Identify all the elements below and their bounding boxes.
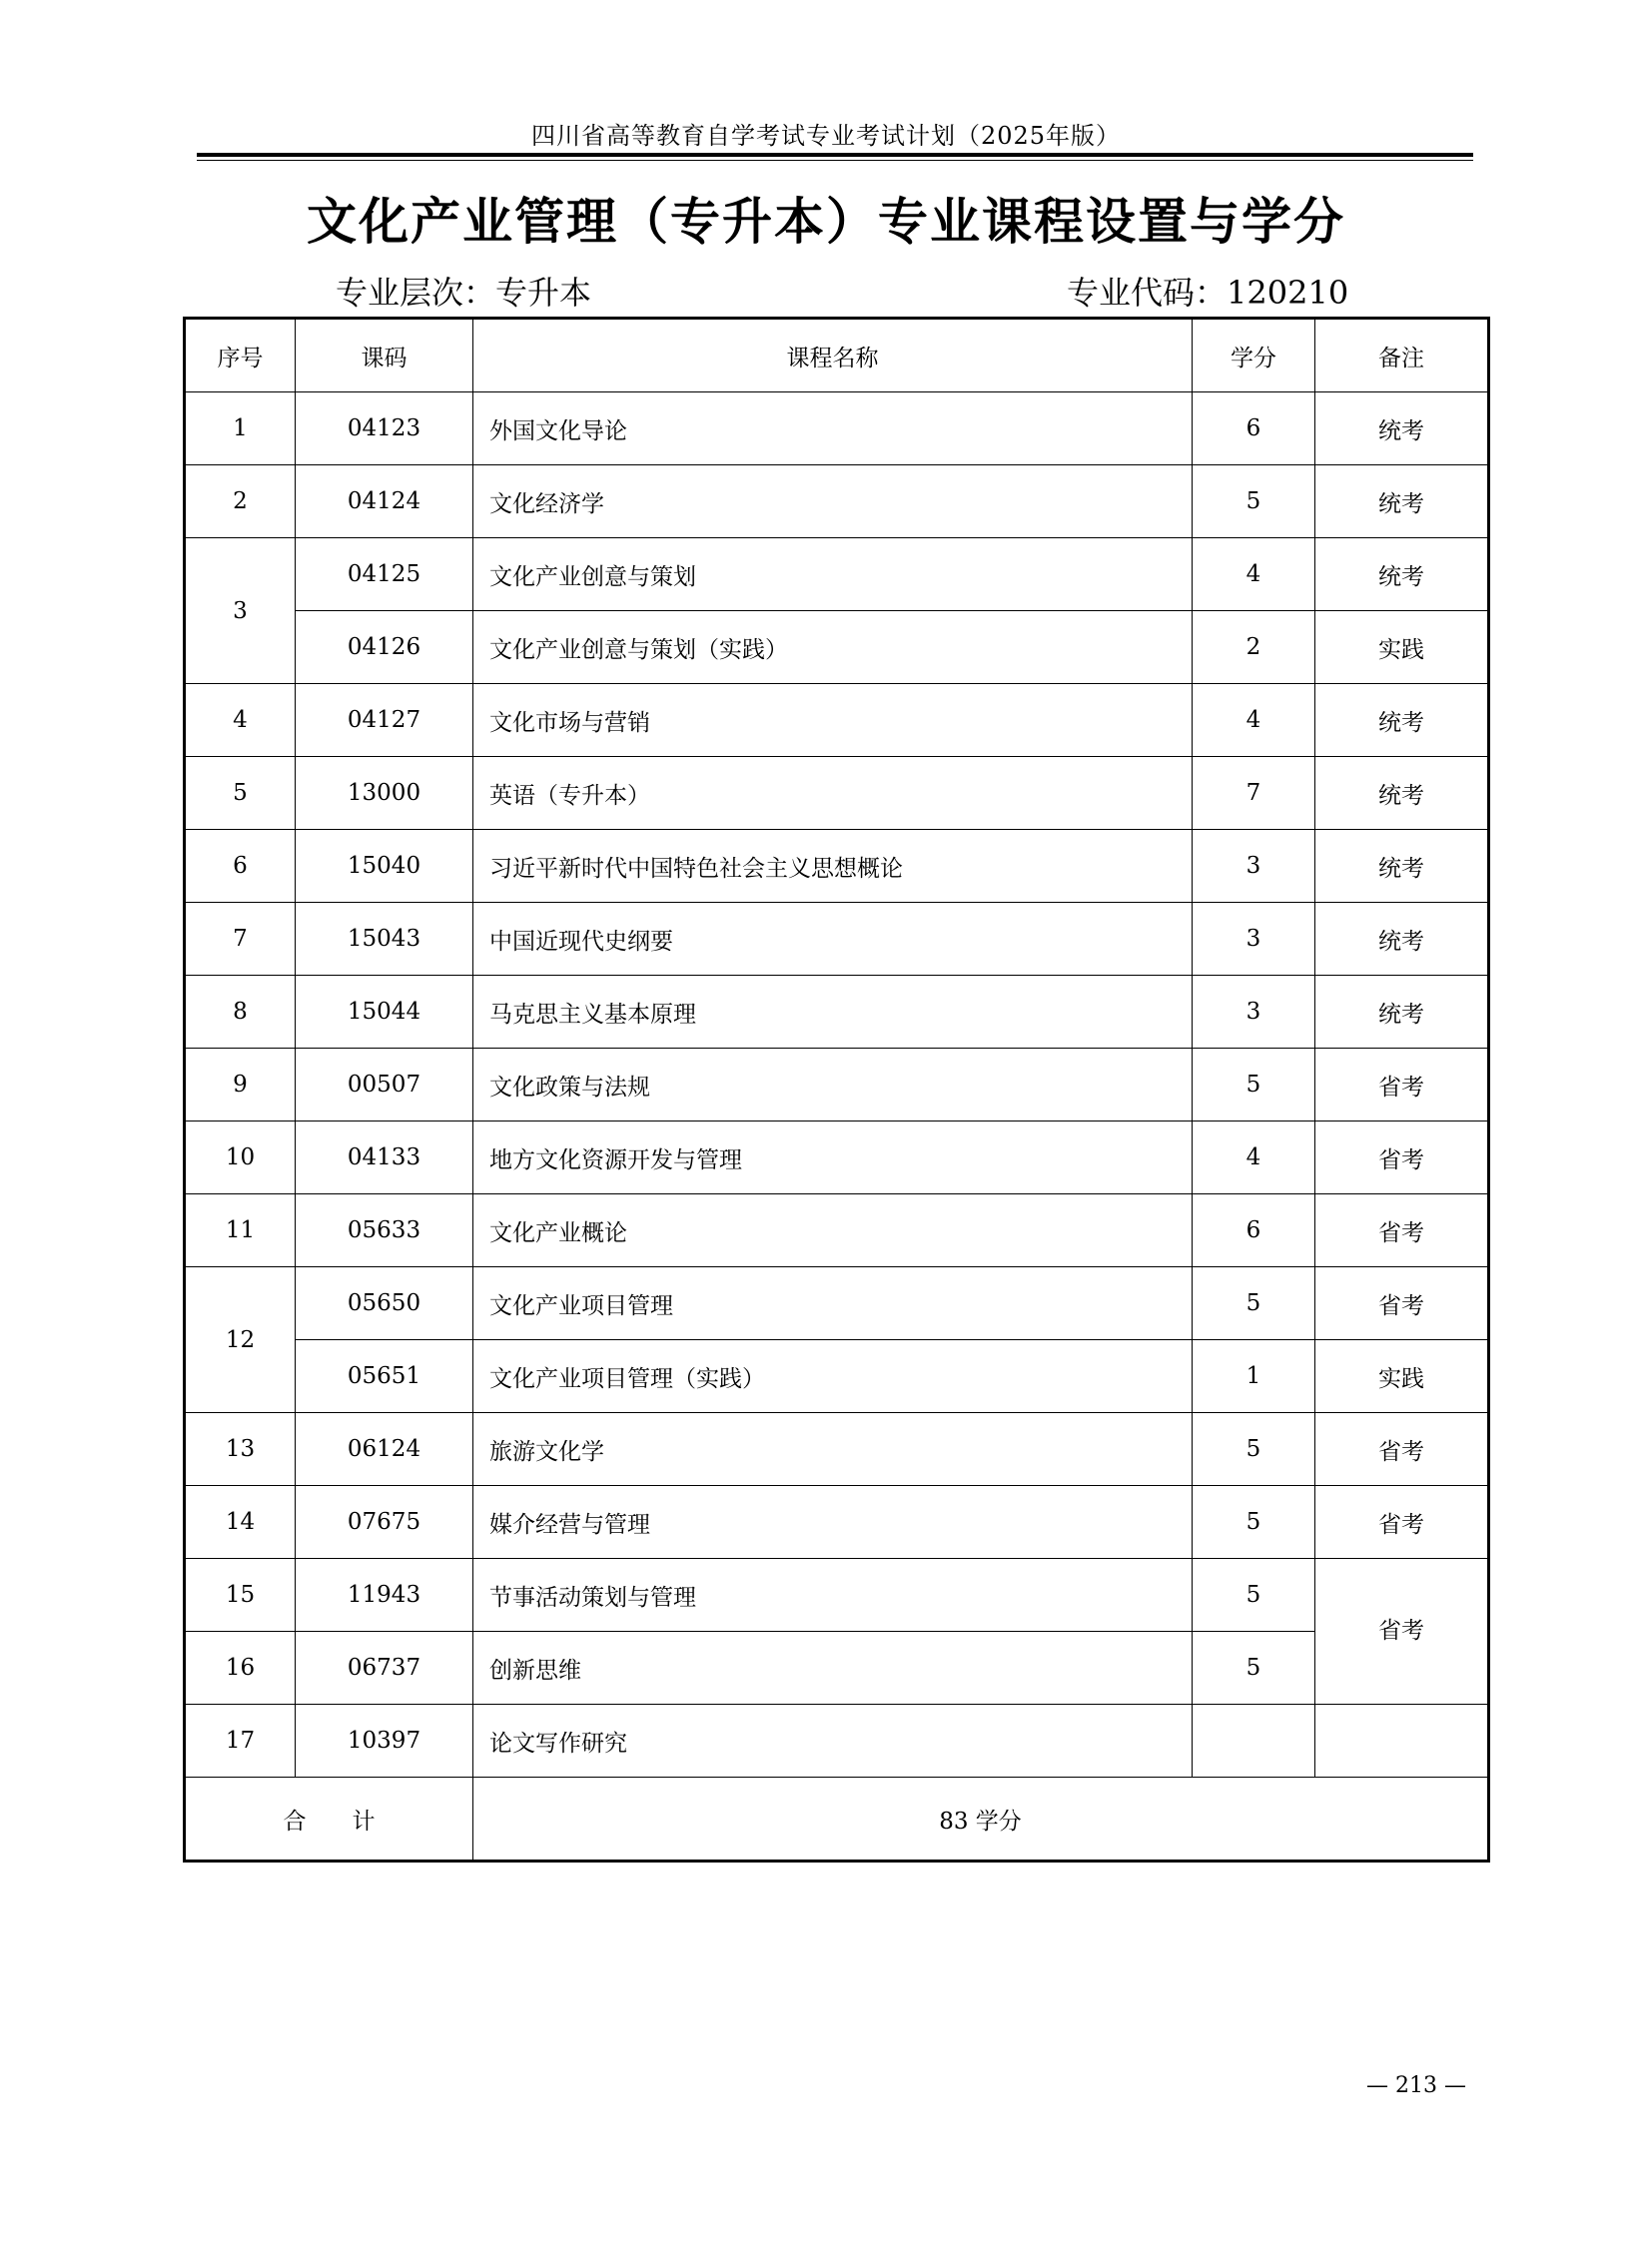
cell-name: 外国文化导论	[473, 392, 1193, 465]
table-row	[185, 757, 1489, 830]
major-code	[1067, 268, 1348, 314]
table-header-row	[185, 319, 1489, 392]
cell-remark: 统考	[1315, 830, 1489, 903]
cell-code: 07675	[296, 1486, 473, 1559]
cell-name: 文化政策与法规	[473, 1049, 1193, 1121]
table-row	[185, 903, 1489, 976]
cell-credit: 5	[1193, 1413, 1315, 1486]
cell-seq: 9	[185, 1049, 296, 1121]
cell-seq: 10	[185, 1121, 296, 1194]
cell-name: 文化产业项目管理	[473, 1267, 1193, 1340]
cell-credit: 7	[1193, 757, 1315, 830]
cell-credit: 5	[1193, 1049, 1315, 1121]
cell-remark: 统考	[1315, 757, 1489, 830]
major-code-value: 120210	[1227, 274, 1349, 312]
cell-remark: 省考	[1315, 1049, 1489, 1121]
cell-credit: 5	[1193, 1559, 1315, 1632]
cell-code: 11943	[296, 1559, 473, 1632]
cell-code: 15044	[296, 976, 473, 1049]
cell-name: 论文写作研究	[473, 1705, 1193, 1778]
cell-credit: 2	[1193, 611, 1315, 684]
cell-name: 文化产业项目管理（实践）	[473, 1340, 1193, 1413]
table-row	[185, 1049, 1489, 1121]
cell-name: 节事活动策划与管理	[473, 1559, 1193, 1632]
cell-code: 15043	[296, 903, 473, 976]
cell-remark: 统考	[1315, 976, 1489, 1049]
header-rule-thick	[197, 153, 1473, 157]
cell-remark: 统考	[1315, 538, 1489, 611]
total-label: 合 计	[185, 1778, 473, 1862]
cell-seq: 8	[185, 976, 296, 1049]
cell-remark: 省考	[1315, 1121, 1489, 1194]
major-level	[336, 268, 591, 314]
cell-code: 05633	[296, 1194, 473, 1267]
cell-seq: 15	[185, 1559, 296, 1632]
cell-code: 04127	[296, 684, 473, 757]
cell-name: 创新思维	[473, 1632, 1193, 1705]
cell-code: 15040	[296, 830, 473, 903]
cell-credit: 4	[1193, 684, 1315, 757]
major-level-separator: ：	[463, 274, 496, 312]
cell-name: 文化经济学	[473, 465, 1193, 538]
cell-remark: 实践	[1315, 1340, 1489, 1413]
table-row	[185, 1559, 1489, 1632]
cell-code: 04123	[296, 392, 473, 465]
cell-remark: 实践	[1315, 611, 1489, 684]
total-value: 83 学分	[473, 1778, 1489, 1862]
cell-remark: 省考	[1315, 1559, 1489, 1705]
cell-seq: 6	[185, 830, 296, 903]
table-row	[185, 1267, 1489, 1340]
cell-remark: 省考	[1315, 1486, 1489, 1559]
cell-code: 13000	[296, 757, 473, 830]
cell-credit: 6	[1193, 1194, 1315, 1267]
cell-name: 习近平新时代中国特色社会主义思想概论	[473, 830, 1193, 903]
cell-name: 文化产业概论	[473, 1194, 1193, 1267]
cell-code: 10397	[296, 1705, 473, 1778]
cell-name: 旅游文化学	[473, 1413, 1193, 1486]
course-table	[183, 317, 1490, 1863]
table-row	[185, 1705, 1489, 1778]
header-name: 课程名称	[473, 319, 1193, 392]
cell-seq: 16	[185, 1632, 296, 1705]
cell-code: 00507	[296, 1049, 473, 1121]
cell-code: 04125	[296, 538, 473, 611]
cell-seq: 1	[185, 392, 296, 465]
cell-seq: 2	[185, 465, 296, 538]
cell-credit: 1	[1193, 1340, 1315, 1413]
cell-name: 中国近现代史纲要	[473, 903, 1193, 976]
table-row	[185, 392, 1489, 465]
cell-remark: 省考	[1315, 1413, 1489, 1486]
cell-seq: 14	[185, 1486, 296, 1559]
cell-credit: 3	[1193, 830, 1315, 903]
cell-name: 媒介经营与管理	[473, 1486, 1193, 1559]
cell-code: 06124	[296, 1413, 473, 1486]
running-header: 四川省高等教育自学考试专业考试计划（2025年版）	[530, 122, 1122, 150]
cell-credit: 3	[1193, 976, 1315, 1049]
cell-remark: 统考	[1315, 903, 1489, 976]
cell-credit	[1193, 1705, 1315, 1778]
total-row	[185, 1778, 1489, 1862]
major-code-separator: ：	[1195, 274, 1228, 312]
table-row	[185, 1340, 1489, 1413]
table-row	[185, 976, 1489, 1049]
cell-seq: 4	[185, 684, 296, 757]
cell-code: 04126	[296, 611, 473, 684]
cell-credit: 5	[1193, 1486, 1315, 1559]
cell-credit: 5	[1193, 1632, 1315, 1705]
cell-name: 英语（专升本）	[473, 757, 1193, 830]
cell-seq: 3	[185, 538, 296, 684]
cell-remark: 省考	[1315, 1194, 1489, 1267]
cell-seq: 13	[185, 1413, 296, 1486]
header-remark: 备注	[1315, 319, 1489, 392]
cell-credit: 6	[1193, 392, 1315, 465]
cell-code: 05651	[296, 1340, 473, 1413]
cell-name: 马克思主义基本原理	[473, 976, 1193, 1049]
header-seq: 序号	[185, 319, 296, 392]
cell-remark: 统考	[1315, 465, 1489, 538]
cell-code: 06737	[296, 1632, 473, 1705]
table-row	[185, 830, 1489, 903]
table-row	[185, 1121, 1489, 1194]
header-rule-thin	[197, 160, 1473, 161]
cell-name: 文化产业创意与策划（实践）	[473, 611, 1193, 684]
cell-seq: 11	[185, 1194, 296, 1267]
cell-code: 04133	[296, 1121, 473, 1194]
cell-name: 文化市场与营销	[473, 684, 1193, 757]
cell-remark: 统考	[1315, 684, 1489, 757]
cell-name: 文化产业创意与策划	[473, 538, 1193, 611]
cell-remark: 省考	[1315, 1267, 1489, 1340]
cell-code: 05650	[296, 1267, 473, 1340]
cell-code: 04124	[296, 465, 473, 538]
cell-credit: 5	[1193, 465, 1315, 538]
table-row	[185, 611, 1489, 684]
cell-credit: 4	[1193, 1121, 1315, 1194]
major-level-label: 专业层次	[336, 274, 464, 312]
cell-remark: 统考	[1315, 392, 1489, 465]
table-row	[185, 1632, 1489, 1705]
table-row	[185, 1194, 1489, 1267]
table-row	[185, 1486, 1489, 1559]
table-row	[185, 465, 1489, 538]
cell-remark	[1315, 1705, 1489, 1778]
cell-seq: 5	[185, 757, 296, 830]
table-row	[185, 538, 1489, 611]
header-code: 课码	[296, 319, 473, 392]
page-number: — 213 —	[1366, 2073, 1466, 2098]
cell-seq: 17	[185, 1705, 296, 1778]
cell-credit: 5	[1193, 1267, 1315, 1340]
cell-credit: 3	[1193, 903, 1315, 976]
table-row	[185, 1413, 1489, 1486]
header-credit: 学分	[1193, 319, 1315, 392]
cell-credit: 4	[1193, 538, 1315, 611]
cell-seq: 7	[185, 903, 296, 976]
page-title: 文化产业管理（专升本）专业课程设置与学分	[307, 193, 1345, 251]
table-row	[185, 684, 1489, 757]
major-code-label: 专业代码	[1067, 274, 1196, 312]
cell-name: 地方文化资源开发与管理	[473, 1121, 1193, 1194]
major-level-value: 专升本	[495, 274, 592, 312]
cell-seq: 12	[185, 1267, 296, 1413]
